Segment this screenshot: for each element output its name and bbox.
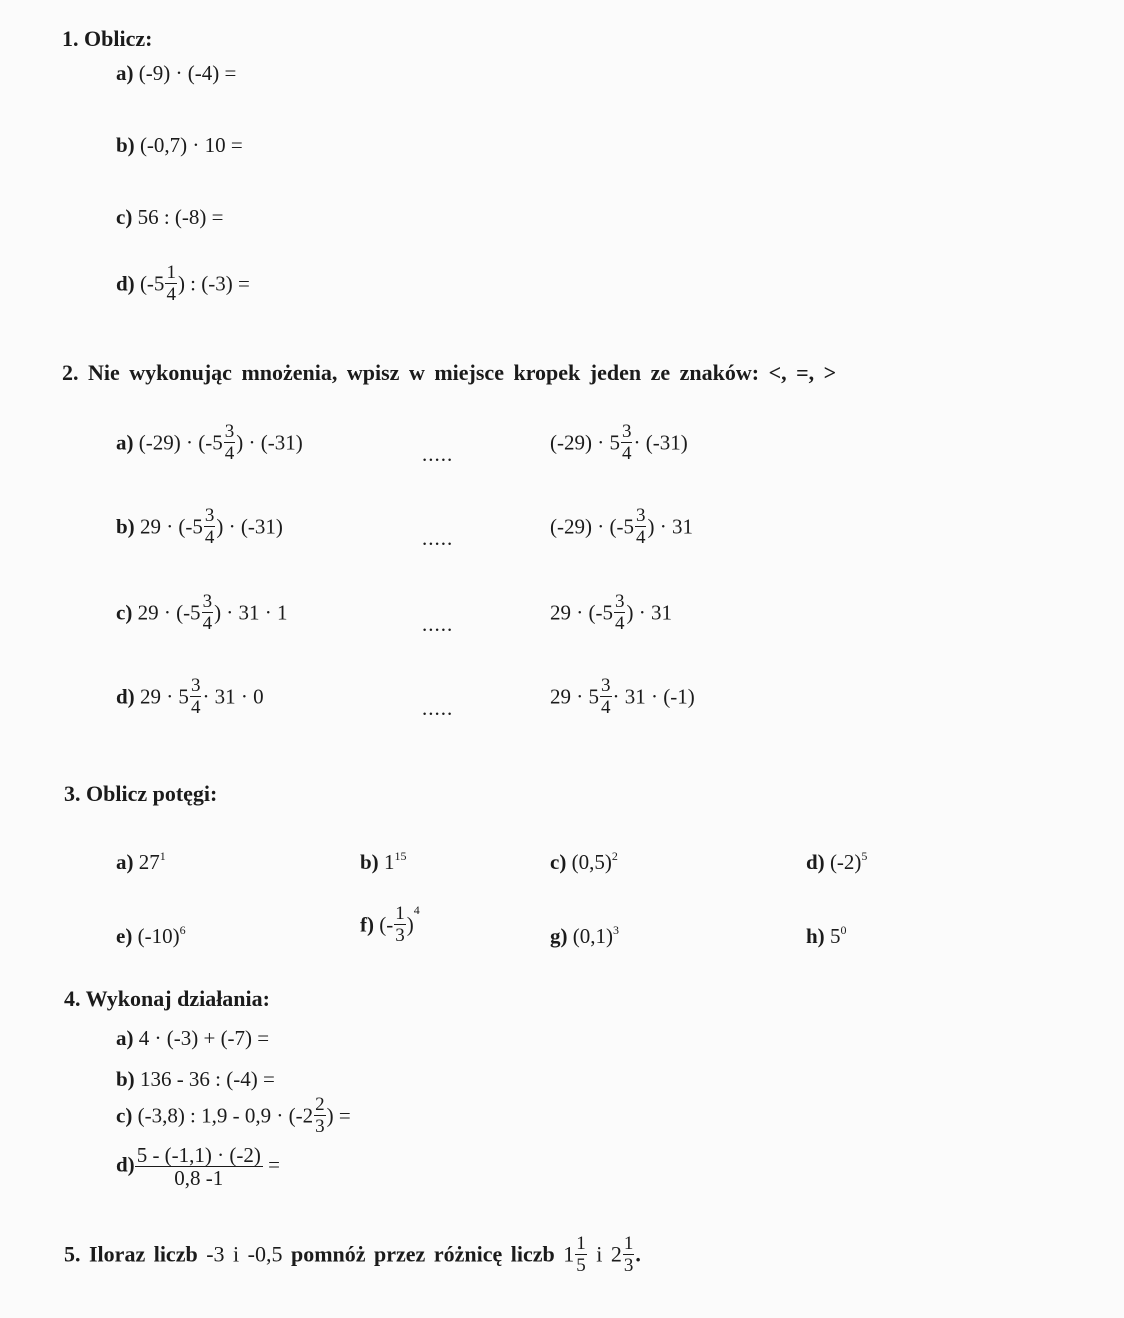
task2-row-b-right [550,505,693,549]
expression-post: ) [406,912,414,937]
item-label: c) [550,850,567,874]
expression-pre: (-5 [139,271,165,296]
expression-pre: (- [379,912,394,937]
expression-pre: (-3,8) : 1,9 - 0,9 · (-2 [137,1103,314,1128]
item-label: b) [116,133,135,157]
task3-item-d [806,849,868,874]
item-label: b) [116,514,135,539]
expression-pre: (-29) · 5 [550,430,620,455]
numerator: 5 - (-1,1) · (-2) [136,1143,261,1167]
mixed-number-whole: 2 [610,1241,622,1267]
power-base: (-10) [137,924,180,948]
numerator: 3 [202,591,213,612]
fraction [135,1144,263,1189]
task3-item-g [550,923,619,948]
conjunction: i [596,1241,603,1267]
mixed-number-whole: 1 [563,1241,575,1267]
expression-post: ) · 31 [647,514,693,539]
task2-row-b-left [116,505,283,549]
item-label: c) [116,1103,133,1128]
expression-post: · (-31) [633,430,688,455]
task1-item-c [116,207,224,228]
power-base: (0,5) [571,850,612,874]
item-label: b) [116,1067,135,1091]
expression-pre: 29 · (-5 [550,600,613,625]
numerator: 3 [204,505,215,526]
expression-pre: 29 · (-5 [137,600,201,625]
numerator: 1 [166,262,176,283]
item-label: e) [116,924,133,948]
task4-item-b [116,1069,275,1090]
item-label: d) [806,850,825,874]
denominator: 4 [204,527,215,548]
fraction [190,676,202,717]
task1-item-b [116,135,243,156]
task5-heading: 5. Iloraz liczb [64,1241,198,1267]
task1-item-d [116,262,250,306]
task2-row-a-left [116,421,303,465]
denominator: 3 [395,925,405,946]
numerator: 1 [576,1233,586,1254]
power-exponent: 2 [611,849,618,863]
task4-item-c [116,1094,351,1138]
task3-heading: 3. Oblicz potęgi: [64,781,218,806]
comparison-blank: ..... [422,612,454,636]
denominator: 3 [315,1116,325,1137]
fraction [204,506,216,547]
denominator: 4 [224,443,235,464]
denominator: 4 [601,697,611,718]
expression-post: ) · (-31) [216,514,283,539]
denominator: 4 [190,697,201,718]
power-exponent: 1 [159,849,166,863]
denominator: 4 [202,613,213,634]
fraction [621,422,633,463]
denominator: 5 [576,1255,586,1276]
task1-item-a [116,63,236,84]
expression-post: = [268,1152,280,1177]
item-label: a) [116,850,134,874]
period: . [635,1241,641,1267]
fraction [614,592,626,633]
fraction [394,904,406,945]
task2-row-d-right [550,675,695,719]
item-label: c) [116,600,133,625]
power-exponent: 3 [613,923,619,937]
fraction [314,1095,326,1136]
fraction [202,592,214,633]
numerator: 2 [315,1094,325,1115]
expression-pre: 29 · 5 [550,684,599,709]
fraction [224,422,236,463]
task2-row-c-right [550,591,672,635]
task3-item-f [360,903,420,947]
denominator: 4 [614,613,625,634]
numerator: 3 [621,421,632,442]
expression-pre: 29 · 5 [139,684,189,709]
task3-item-h [806,923,847,948]
power-base: (0,1) [572,924,613,948]
power-exponent: 5 [861,849,868,863]
fraction [165,263,177,304]
numerator: 3 [614,591,625,612]
task4-heading: 4. Wykonaj działania: [64,986,270,1011]
power-exponent: 4 [413,903,420,917]
comparison-blank: ..... [422,696,454,720]
item-label: d) [116,1152,135,1177]
item-label: c) [116,205,133,229]
denominator: 4 [635,527,646,548]
fraction [575,1234,587,1275]
fraction [600,676,612,717]
numerator: 1 [395,903,405,924]
item-label: g) [550,924,568,948]
expression-post: · 31 · 0 [202,684,264,709]
item-label: a) [116,1026,134,1050]
task3-item-c [550,849,618,874]
item-label: d) [116,271,135,296]
task4-item-a [116,1028,269,1049]
task5-line [64,1233,641,1277]
item-label: h) [806,924,825,948]
task3-item-e [116,923,186,948]
expression-post: · 31 · (-1) [612,684,695,709]
fraction [623,1234,635,1275]
expression-pre: (-29) · (-5 [138,430,223,455]
item-label: a) [116,430,134,455]
fraction [635,506,647,547]
power-exponent: 0 [840,923,847,937]
numerator: 1 [623,1233,634,1254]
task2-heading: 2. Nie wykonując mnożenia, wpisz w miejsce kropek jeden ze znaków: <, =, > [62,360,837,385]
item-label: f) [360,912,374,937]
denominator: 0,8 -1 [174,1166,224,1191]
comparison-blank: ..... [422,442,454,466]
item-label: a) [116,61,134,85]
expression: 4 · (-3) + (-7) = [138,1026,270,1050]
numerator: 3 [601,675,611,696]
numerator: 3 [224,421,235,442]
task4-item-d [116,1144,280,1189]
power-base: 27 [138,850,160,874]
power-exponent: 15 [394,849,407,863]
item-label: b) [360,850,379,874]
expression: 56 : (-8) = [137,205,224,229]
denominator: 4 [621,443,632,464]
expression: (-9) · (-4) = [138,61,237,85]
numerator: 3 [190,675,201,696]
denominator: 3 [623,1255,634,1276]
task2-row-d-left [116,675,264,719]
expression-post: ) · 31 · 1 [214,600,288,625]
expression-pre: 29 · (-5 [139,514,203,539]
task1-heading: 1. Oblicz: [62,26,153,51]
task5-numbers: -3 i -0,5 [206,1241,283,1267]
power-base: (-2) [829,850,862,874]
task2-row-c-left [116,591,288,635]
numerator: 3 [635,505,646,526]
expression-post: ) = [326,1103,351,1128]
task3-item-a [116,849,166,874]
item-label: d) [116,684,135,709]
denominator: 4 [166,284,176,305]
power-exponent: 6 [179,923,186,937]
comparison-blank: ..... [422,526,454,550]
expression: (-0,7) · 10 = [139,133,243,157]
task5-instruction: pomnóż przez różnicę liczb [290,1241,555,1267]
power-base: 1 [383,850,395,874]
expression-pre: (-29) · (-5 [550,514,634,539]
expression-post: ) · (-31) [236,430,303,455]
expression: 136 - 36 : (-4) = [139,1067,275,1091]
expression-post: ) : (-3) = [177,271,250,296]
power-base: 5 [829,924,841,948]
expression-post: ) · 31 [626,600,672,625]
task3-item-b [360,849,407,874]
task2-row-a-right [550,421,688,465]
